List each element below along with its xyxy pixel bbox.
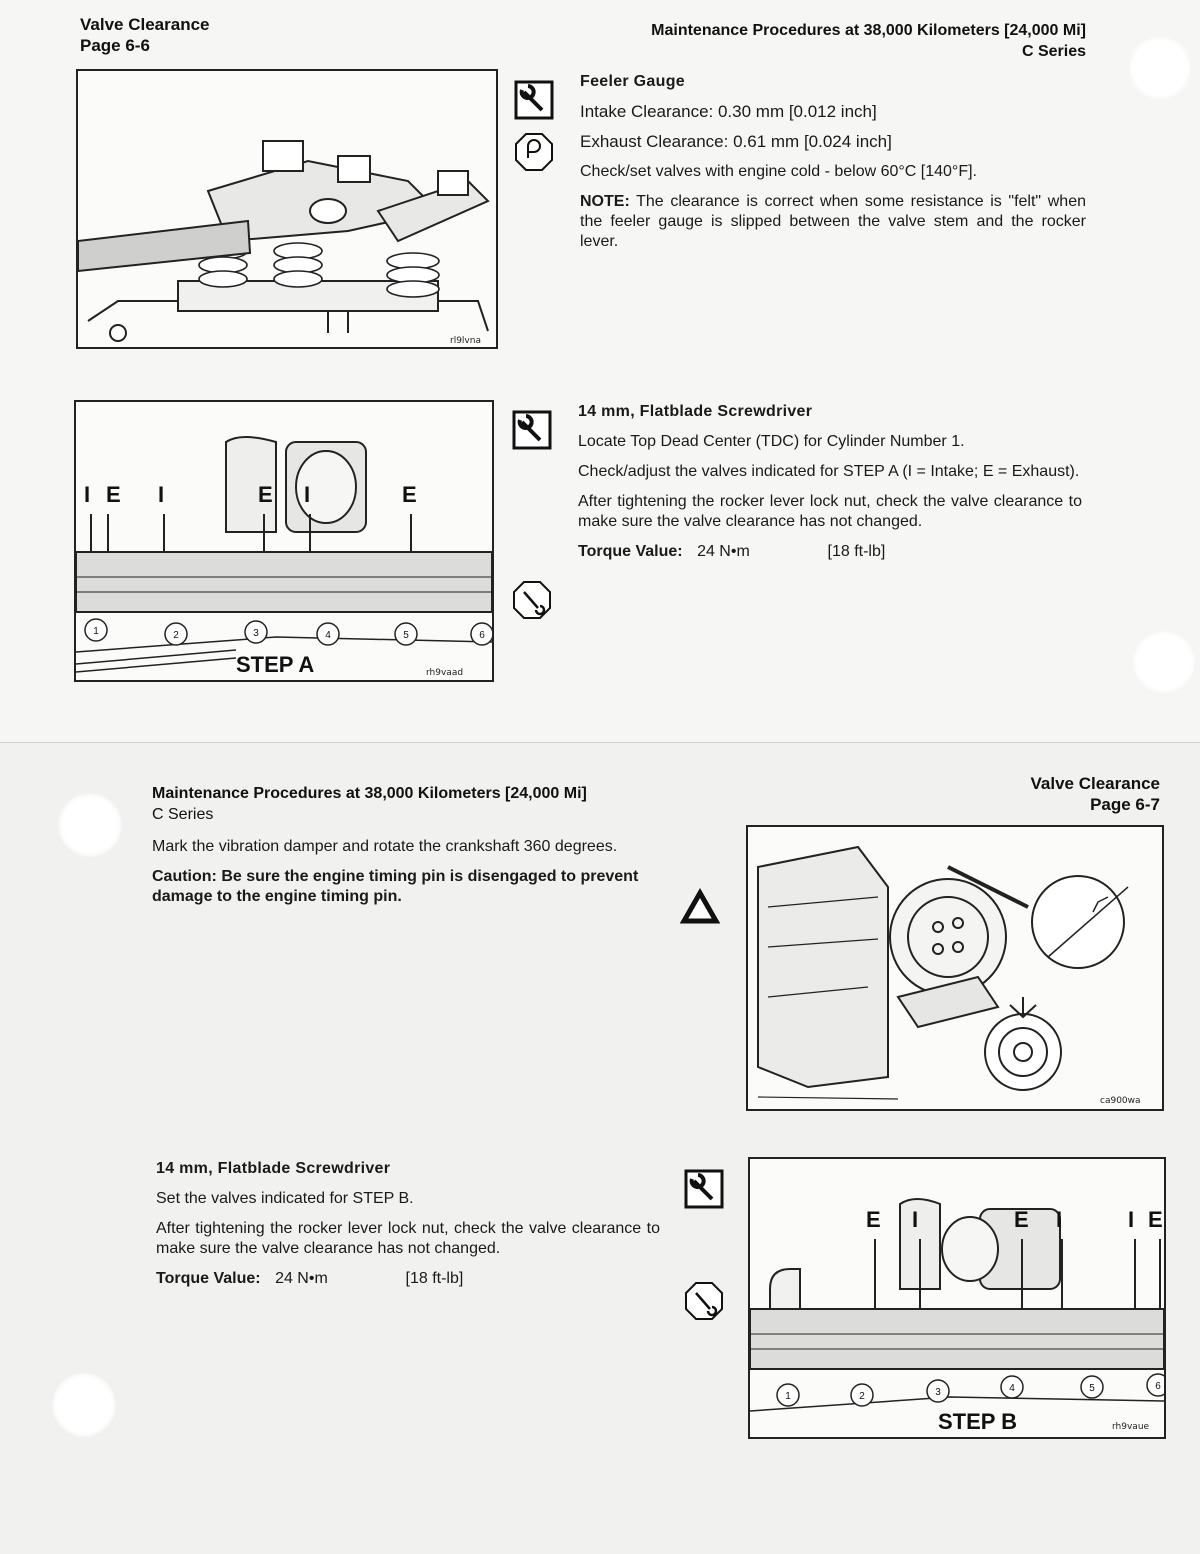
step-a-check-text: Check/adjust the valves indicated for STEP A (I = Intake; E = Exhaust). [578,463,1080,480]
engine-top-illustration-step-b [750,1159,1164,1437]
torque-metric: 24 N•m [697,543,750,560]
tool-name: 14 mm, Flatblade Screwdriver [156,1160,391,1177]
binder-hole [58,793,122,857]
locate-tdc-text: Locate Top Dead Center (TDC) for Cylinder Number 1. [578,433,965,450]
binder-hole [52,1373,116,1437]
valve-label: E [402,482,417,507]
cylinder-numbers [93,626,485,641]
valve-label: E [1014,1207,1029,1232]
torque-label: Torque Value: [156,1270,261,1287]
step-b-instructions [156,1159,660,1299]
valve-label: E [1148,1207,1163,1232]
series-label: C Series [1021,43,1086,60]
wrench-icon [512,410,552,450]
valve-label: I [84,482,91,507]
step-label: STEP A [236,652,315,677]
mark-damper-text: Mark the vibration damper and rotate the crankshaft 360 degrees. [152,838,618,855]
valve-label: I [912,1207,919,1232]
step-b-set-text: Set the valves indicated for STEP B. [156,1190,414,1207]
cylinder-number: 1 [785,1391,791,1402]
wrench-icon [684,1169,724,1209]
wrench-icon [514,80,554,120]
pressure-gauge-icon [514,132,554,172]
torque-metric: 24 N•m [275,1270,328,1287]
cylinder-number: 1 [93,626,99,637]
note-label: NOTE: [580,193,630,210]
valve-label: I [1128,1207,1135,1232]
binder-hole [1132,630,1196,694]
exhaust-clearance: Exhaust Clearance: 0.61 mm [0.024 inch] [580,132,892,151]
page-number: Page 6-7 [1090,795,1160,814]
cylinder-number: 4 [1009,1383,1015,1394]
torque-label: Torque Value: [578,543,683,560]
torque-wrench-icon [512,580,552,620]
binder-hole [1128,36,1192,100]
figure-code: rh9vaad [426,668,464,678]
manual-page-6-7 [0,742,1200,1554]
vibration-damper-figure [746,825,1164,1111]
cylinder-number: 4 [325,630,331,641]
caution-triangle-icon [680,887,720,927]
feeler-gauge-instructions [580,72,1086,262]
section-title: Valve Clearance [80,15,210,34]
valve-label: E [106,482,121,507]
page-header-right [651,20,1086,62]
figure-code: rl9lvna [450,336,481,346]
torque-value-row [156,1269,660,1289]
valve-label: E [258,482,273,507]
figure-code: rh9vaue [1112,1422,1150,1432]
page-header-right [1031,773,1160,815]
clearance-note [580,192,1086,252]
step-a-figure [74,400,494,682]
series-label: C Series [152,806,214,823]
damper-illustration [748,827,1162,1109]
damper-instructions [152,837,658,917]
intake-clearance: Intake Clearance: 0.30 mm [0.012 inch] [580,102,877,121]
step-label: STEP B [938,1409,1018,1434]
torque-imperial: [18 ft-lb] [405,1270,464,1287]
step-b-figure [748,1157,1166,1439]
caution-text: Be sure the engine timing pin is disengaged to prevent damage to the engine timing pin. [152,868,639,905]
manual-page-6-6 [0,0,1200,742]
torque-wrench-icon [684,1281,724,1321]
cylinder-number: 6 [1155,1381,1161,1392]
note-text: The clearance is correct when some resistance is "felt" when the feeler gauge is slipped between the valve stem and the rocker lever. [580,193,1086,250]
procedure-title: Maintenance Procedures at 38,000 Kilometers [24,000 Mi] [152,785,587,802]
engine-top-illustration-step-a [76,402,492,680]
cylinder-numbers [785,1381,1161,1402]
lock-nut-note: After tightening the rocker lever lock nut, check the valve clearance to make sure the valve clearance has not changed. [578,493,1082,530]
cylinder-number: 3 [935,1387,941,1398]
cylinder-number: 2 [173,630,179,641]
cylinder-number: 5 [403,630,409,641]
figure-code: ca900wa [1100,1096,1141,1106]
lock-nut-note: After tightening the rocker lever lock nut, check the valve clearance to make sure the valve clearance has not changed. [156,1220,660,1257]
cylinder-number: 5 [1089,1383,1095,1394]
rocker-lever-illustration [78,71,496,347]
valve-label: I [158,482,165,507]
page-header-left [80,14,209,56]
procedure-title: Maintenance Procedures at 38,000 Kilometers [24,000 Mi] [651,22,1086,39]
page-number: Page 6-6 [80,36,150,55]
caution-note [152,867,658,907]
cold-check-note: Check/set valves with engine cold - below 60°C [140°F]. [580,163,977,180]
valve-label: I [304,482,311,507]
caution-label: Caution: [152,868,217,885]
tool-name: Feeler Gauge [580,73,685,90]
page-header-left [152,783,587,825]
cylinder-number: 6 [479,630,485,641]
cylinder-number: 3 [253,628,259,639]
section-title: Valve Clearance [1030,774,1160,793]
valve-label: E [866,1207,881,1232]
torque-imperial: [18 ft-lb] [827,543,886,560]
tool-name: 14 mm, Flatblade Screwdriver [578,403,813,420]
torque-value-row [578,542,1082,562]
valve-label: I [1056,1207,1063,1232]
cylinder-number: 2 [859,1391,865,1402]
feeler-gauge-figure [76,69,498,349]
step-a-instructions [578,402,1082,572]
